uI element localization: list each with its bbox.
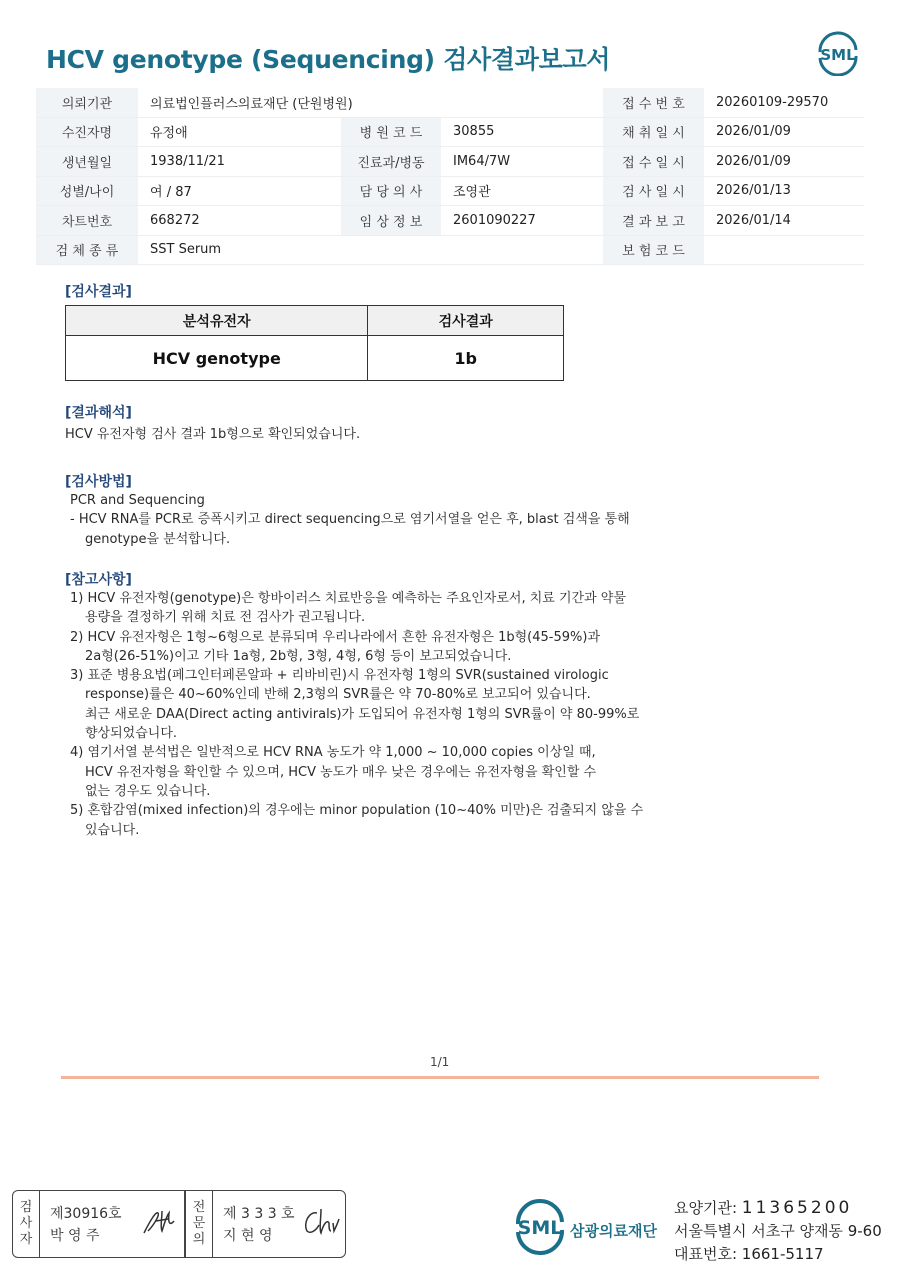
specialist-label: 전 문 의 — [185, 1191, 213, 1257]
inspector-license-no: 제30916호 — [50, 1206, 122, 1222]
field-label: 접 수 일 시 — [603, 147, 704, 177]
list-item: 용량을 결정하기 위해 치료 전 검사가 권고됩니다. — [85, 610, 366, 626]
inspector-name: 박 영 주 — [50, 1228, 100, 1244]
list-item: 최근 새로운 DAA(Direct acting antivirals)가 도입되어 유전자형 1형의 SVR률이 약 80-99%로 — [85, 706, 640, 722]
result-table — [65, 305, 564, 381]
specialist-license-no: 제 3 3 3 호 — [223, 1206, 295, 1222]
inspector-cell — [40, 1191, 185, 1257]
sml-footer-logo-icon — [510, 1198, 570, 1256]
sml-footer-logo-text: SML — [517, 1217, 563, 1239]
field-label: 결 과 보 고 — [603, 206, 704, 236]
field-label: 수진자명 — [36, 117, 138, 147]
field-value: 1938/11/21 — [138, 147, 341, 177]
footer-org-name: 삼광의료재단 — [570, 1222, 657, 1240]
gene-name: HCV genotype — [66, 336, 368, 381]
list-item: 있습니다. — [85, 822, 140, 838]
field-value — [441, 235, 603, 265]
sml-logo-icon — [812, 30, 864, 76]
field-value: 2026/01/13 — [704, 176, 864, 206]
notes-heading: [참고사항] — [65, 572, 132, 588]
list-item: 없는 경우도 있습니다. — [85, 783, 211, 799]
field-value: 의료법인플러스의료재단 (단원병원) — [138, 88, 603, 117]
field-label: 의뢰기관 — [36, 88, 138, 117]
gene-column-header: 분석유전자 — [66, 306, 368, 336]
institution-code: 11365200 — [741, 1198, 853, 1218]
table-row — [36, 176, 864, 206]
field-label: 성별/나이 — [36, 176, 138, 206]
genotype-result: 1b — [368, 336, 564, 381]
result-column-header: 검사결과 — [368, 306, 564, 336]
interpretation-heading: [결과해석] — [65, 405, 132, 421]
method-text: PCR and Sequencing - HCV RNA를 PCR로 증폭시키고 direct sequencing으로 염기서열을 얻은 후, blast 검색을 통해 genotype을 분석합니다. — [70, 493, 630, 547]
list-item: 3) 표준 병용요법(페그인터페론알파 + 리바비린)시 유전자형 1형의 SVR(sustained virologic — [70, 668, 609, 684]
result-heading: [검사결과] — [65, 284, 132, 300]
specialist-name: 지 현 영 — [223, 1228, 273, 1244]
field-label: 검 사 일 시 — [603, 176, 704, 206]
list-item: 2) HCV 유전자형은 1형~6형으로 분류되며 우리나라에서 흔한 유전자형은 1b형(45-59%)과 — [70, 629, 600, 645]
specialist-signature-icon — [301, 1205, 341, 1237]
field-value: 2601090227 — [441, 206, 603, 236]
report-title: HCV genotype (Sequencing) 검사결과보고서 — [46, 45, 611, 74]
field-value: SST Serum — [138, 235, 341, 265]
field-value: 2026/01/09 — [704, 117, 864, 147]
field-label: 진료과/병동 — [341, 147, 441, 177]
sml-logo-text: SML — [820, 46, 856, 64]
field-value — [704, 235, 864, 265]
table-row — [36, 88, 864, 117]
inspector-signature-icon — [142, 1207, 178, 1237]
field-label: 임 상 정 보 — [341, 206, 441, 236]
field-value: 2026/01/09 — [704, 147, 864, 177]
list-item: HCV 유전자형을 확인할 수 있으며, HCV 농도가 매우 낮은 경우에는 유전자형을 확인할 수 — [85, 764, 597, 780]
field-label: 보 험 코 드 — [603, 235, 704, 265]
footer-info: 요양기관: 11365200 서울특별시 서초구 양재동 9-60 대표번호: 1661-5117 — [674, 1198, 882, 1263]
method-heading: [검사방법] — [65, 474, 132, 490]
list-item: 향상되었습니다. — [85, 726, 178, 742]
field-label — [341, 235, 441, 265]
signature-box — [12, 1190, 346, 1258]
field-value: 2026/01/14 — [704, 206, 864, 236]
field-label: 접 수 번 호 — [603, 88, 704, 117]
table-row — [36, 235, 864, 265]
inspector-label: 검 사 자 — [13, 1191, 40, 1257]
field-value: 유정애 — [138, 117, 341, 147]
field-label: 생년월일 — [36, 147, 138, 177]
field-label: 담 당 의 사 — [341, 176, 441, 206]
table-row — [36, 206, 864, 236]
specialist-cell — [213, 1191, 339, 1257]
table-row — [36, 117, 864, 147]
page-number: 1/1 — [430, 1055, 450, 1069]
field-value: 여 / 87 — [138, 176, 341, 206]
field-label: 검 체 종 류 — [36, 235, 138, 265]
interpretation-text: HCV 유전자형 검사 결과 1b형으로 확인되었습니다. — [65, 427, 361, 442]
footer-phone: 1661-5117 — [741, 1245, 824, 1263]
field-value: IM64/7W — [441, 147, 603, 177]
table-row — [36, 147, 864, 177]
field-value: 20260109-29570 — [704, 88, 864, 117]
footer-divider — [61, 1076, 819, 1079]
field-label: 병 원 코 드 — [341, 117, 441, 147]
field-value: 668272 — [138, 206, 341, 236]
field-value: 30855 — [441, 117, 603, 147]
field-label: 차트번호 — [36, 206, 138, 236]
list-item: 5) 혼합감염(mixed infection)의 경우에는 minor population (10~40% 미만)은 검출되지 않을 수 — [70, 803, 644, 819]
list-item: 1) HCV 유전자형(genotype)은 항바이러스 치료반응을 예측하는 주요인자로서, 치료 기간과 약물 — [70, 591, 626, 606]
notes-list — [65, 589, 643, 840]
field-label: 채 취 일 시 — [603, 117, 704, 147]
patient-info-table — [36, 88, 864, 265]
list-item: 2a형(26-51%)이고 기타 1a형, 2b형, 3형, 4형, 6형 등이 보고되었습니다. — [85, 648, 512, 664]
list-item: response)률은 40~60%인데 반해 2,3형의 SVR률은 약 70-80%로 보고되어 있습니다. — [85, 687, 591, 703]
table-row — [66, 336, 564, 381]
field-value: 조영관 — [441, 176, 603, 206]
list-item: 4) 염기서열 분석법은 일반적으로 HCV RNA 농도가 약 1,000 ~ 10,000 copies 이상일 때, — [70, 745, 596, 761]
footer-address: 서울특별시 서초구 양재동 9-60 — [674, 1222, 882, 1240]
